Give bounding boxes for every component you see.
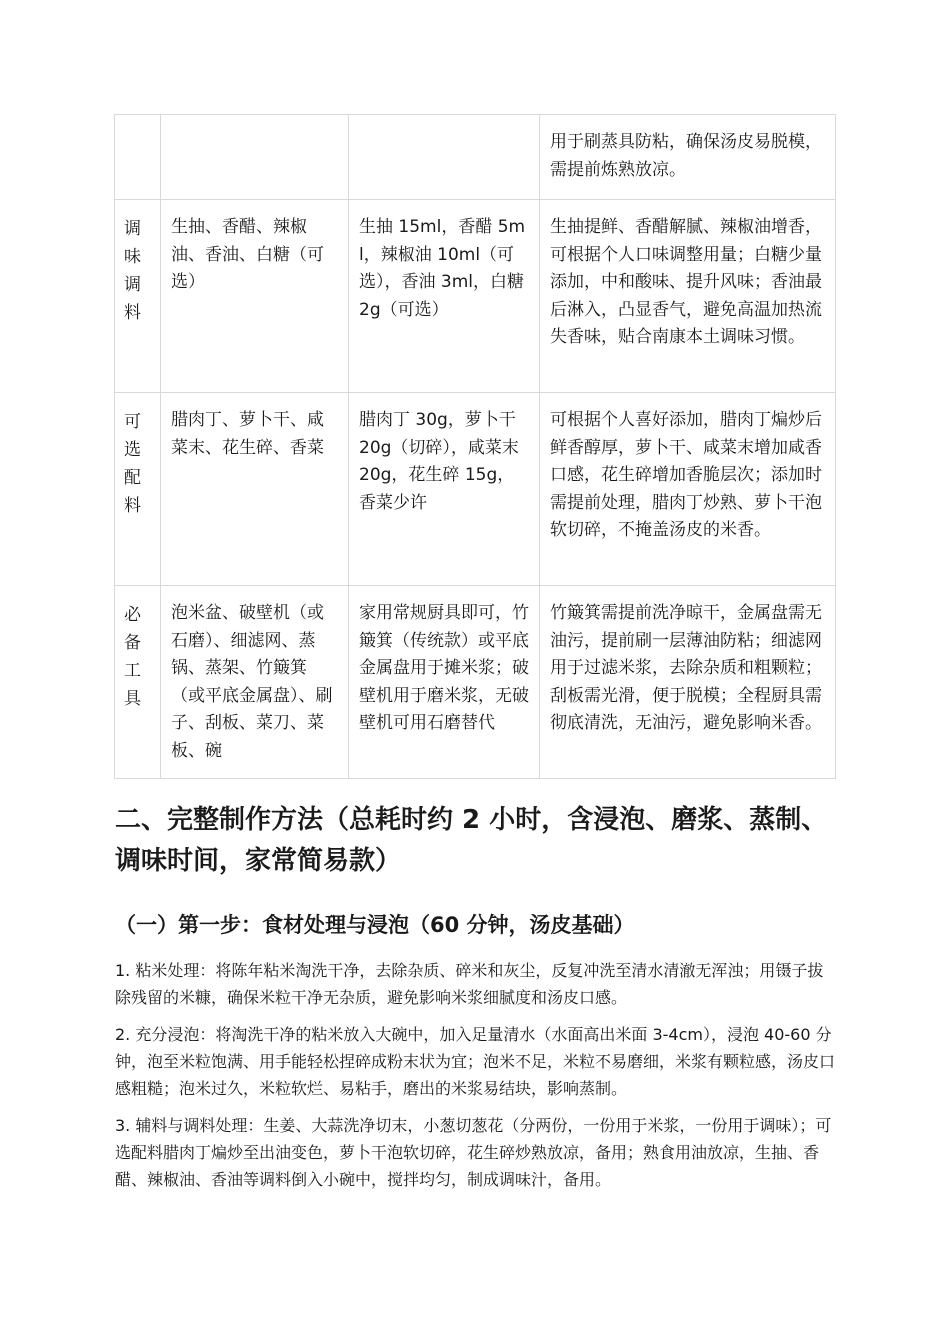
items-cell: 腊肉丁、萝卜干、咸菜末、花生碎、香菜 (161, 393, 349, 586)
items-cell: 泡米盆、破壁机（或石磨）、细滤网、蒸锅、蒸架、竹簸箕（或平底金属盘）、刷子、刮板、菜刀、菜板、碗 (161, 586, 349, 779)
category-cell: 调味调料 (115, 200, 161, 393)
ingredients-table (114, 114, 836, 779)
note-cell: 可根据个人喜好添加，腊肉丁煸炒后鲜香醇厚，萝卜干、咸菜末增加咸香口感，花生碎增加香脆层次；添加时需提前处理，腊肉丁炒熟、萝卜干泡软切碎，不掩盖汤皮的米香。 (540, 393, 836, 586)
items-cell (161, 115, 349, 200)
note-cell: 竹簸箕需提前洗净晾干，金属盘需无油污，提前刷一层薄油防粘；细滤网用于过滤米浆，去除杂质和粗颗粒；刮板需光滑，便于脱模；全程厨具需彻底清洗，无油污，避免影响米香。 (540, 586, 836, 779)
table-row (115, 586, 836, 779)
amount-cell: 生抽 15ml，香醋 5ml，辣椒油 10ml（可选），香油 3ml，白糖 2g（可选） (349, 200, 540, 393)
paragraph-seasoning-prep: 3. 辅料与调料处理：生姜、大蒜洗净切末，小葱切葱花（分两份，一份用于米浆，一份用于调味）；可选配料腊肉丁煸炒至出油变色，萝卜干泡软切碎，花生碎炒熟放凉，备用；熟食用油放凉，生抽、香醋、辣椒油、香油等调料倒入小碗中，搅拌均匀，制成调味汁，备用。 (115, 1116, 832, 1189)
category-cell (115, 115, 161, 200)
paragraph-rice-prep: 1. 粘米处理：将陈年粘米淘洗干净，去除杂质、碎米和灰尘，反复冲洗至清水清澈无浑浊；用镊子拔除残留的米糠，确保米粒干净无杂质，避免影响米浆细腻度和汤皮口感。 (115, 961, 824, 1007)
items-cell: 生抽、香醋、辣椒油、香油、白糖（可选） (161, 200, 349, 393)
table-row (115, 115, 836, 200)
step-heading: （一）第一步：食材处理与浸泡（60 分钟，汤皮基础） (115, 913, 635, 937)
amount-cell: 腊肉丁 30g，萝卜干 20g（切碎），咸菜末 20g，花生碎 15g，香菜少许 (349, 393, 540, 586)
section-heading: 二、完整制作方法（总耗时约 2 小时，含浸泡、磨浆、蒸制、调味时间，家常简易款） (115, 805, 828, 876)
category-cell: 必备工具 (115, 586, 161, 779)
amount-cell: 家用常规厨具即可，竹簸箕（传统款）或平底金属盘用于摊米浆；破壁机用于磨米浆，无破壁机可用石磨替代 (349, 586, 540, 779)
paragraph-soaking: 2. 充分浸泡：将淘洗干净的粘米放入大碗中，加入足量清水（水面高出米面 3-4cm），浸泡 40-60 分钟，泡至米粒饱满、用手能轻松捏碎成粉末状为宜；泡米不足，米粒不易磨细，米浆有颗粒感，汤皮口感粗糙；泡米过久，米粒软烂、易粘手，磨出的米浆易结块，影响蒸制。 (115, 1025, 836, 1098)
category-cell: 可选配料 (115, 393, 161, 586)
note-cell: 生抽提鲜、香醋解腻、辣椒油增香，可根据个人口味调整用量；白糖少量添加，中和酸味、提升风味；香油最后淋入，凸显香气，避免高温加热流失香味，贴合南康本土调味习惯。 (540, 200, 836, 393)
amount-cell (349, 115, 540, 200)
table-row (115, 393, 836, 586)
table-row (115, 200, 836, 393)
note-cell: 用于刷蒸具防粘，确保汤皮易脱模，需提前炼熟放凉。 (540, 115, 836, 200)
